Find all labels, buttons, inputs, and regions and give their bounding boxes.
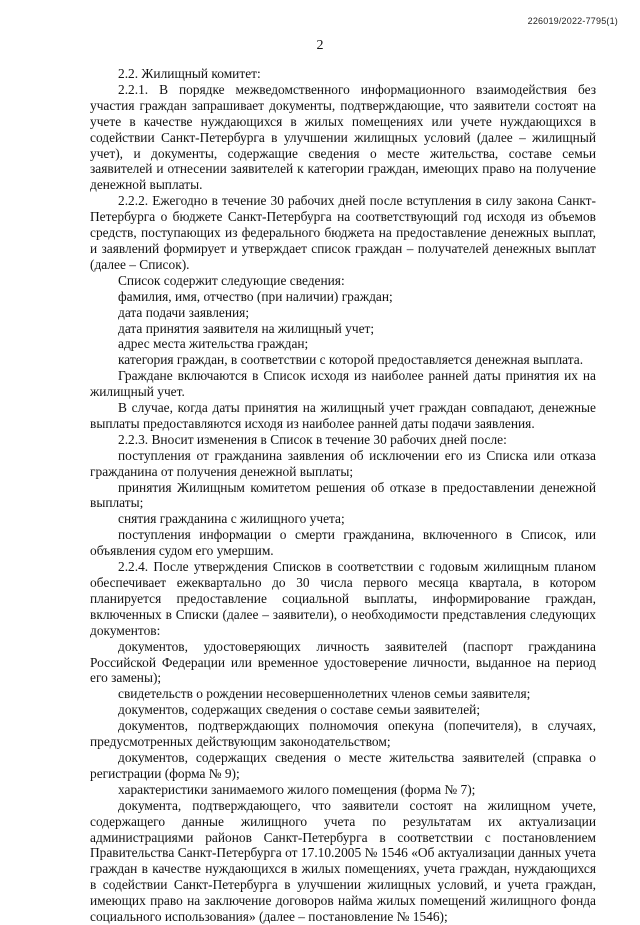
- paragraph: Граждане включаются в Список исходя из наиболее ранней даты принятия их на жилищный учет.: [90, 368, 596, 400]
- list-item: документов, содержащих сведения о составе семьи заявителей;: [118, 702, 481, 718]
- list-item: поступления информации о смерти гражданина, включенного в Список, или объявления судом его умершим.: [90, 527, 596, 559]
- list-item: документов, подтверждающих полномочия опекуна (попечителя), в случаях, предусмотренных действующим законодательством;: [90, 718, 596, 750]
- paragraph: 2.2.1. В порядке межведомственного информационного взаимодействия без участия граждан запрашивает документы, подтверждающие, что заявители состоят на учете в качестве нуждающихся в жилых помещениях или учете нуждающихся в содействии Санкт-Петербурга в улучшении жилищных условий (далее – жилищный учет), и документы, содержащие сведения о месте жительства, составе семьи заявителей и отнесении заявителей к категории граждан, имеющих право на получение денежной выплаты.: [90, 81, 596, 193]
- paragraph: 2.2.2. Ежегодно в течение 30 рабочих дней после вступления в силу закона Санкт-Петербурга о бюджете Санкт-Петербурга на соответствующий год исходя из объемов средств, поступающих из федерального бюджета на предоставление денежных выплат, и заявлений формирует и утверждает список граждан – получателей денежных выплат (далее – Список).: [90, 193, 596, 272]
- list-item: адрес места жительства граждан;: [118, 336, 309, 352]
- document-body: [90, 66, 596, 925]
- page-number: 2: [316, 38, 324, 53]
- list-item: документов, содержащих сведения о месте жительства заявителей (справка о регистрации (форма № 9);: [90, 749, 596, 781]
- list-item: снятия гражданина с жилищного учета;: [118, 511, 345, 527]
- section-heading: 2.2. Жилищный комитет:: [118, 66, 261, 81]
- paragraph: 2.2.4. После утверждения Списков в соответствии с годовым жилищным планом обеспечивает ежеквартально до 30 числа первого месяца квартала, в котором планируется предоставление социальной выплаты, информирование граждан, включенных в Списки (далее – заявители), о необходимости представления следующих документов:: [90, 559, 596, 638]
- list-item: дата подачи заявления;: [118, 304, 250, 320]
- list-item: документа, подтверждающего, что заявители состоят на жилищном учете, содержащего данные жилищного учета по результатам их актуализации администрациями районов Санкт-Петербурга в соответствии с постановлением Правительства Санкт-Петербурга от 17.10.2005 № 1546 «Об актуализации данных учета граждан в качестве нуждающихся в жилых помещениях, учета граждан, нуждающихся в содействии Санкт-Петербурга в улучшении жилищных условий, и учета граждан, имеющих право на заключение договоров найма жилых помещений жилищного фонда социального использования» (далее – постановление № 1546);: [90, 797, 596, 925]
- paragraph: 2.2.3. Вносит изменения в Список в течение 30 рабочих дней после:: [118, 431, 507, 447]
- list-item: свидетельств о рождении несовершеннолетних членов семьи заявителя;: [118, 686, 531, 702]
- paragraph: Список содержит следующие сведения:: [118, 272, 345, 288]
- list-item: категория граждан, в соответствии с которой предоставляется денежная выплата.: [118, 352, 584, 368]
- list-item: документов, удостоверяющих личность заявителей (паспорт гражданина Российской Федерации или временное удостоверение личности, выданное на период его замены);: [90, 638, 596, 686]
- list-item: поступления от гражданина заявления об исключении его из Списка или отказа гражданина от получения денежной выплаты;: [90, 447, 596, 479]
- list-item: принятия Жилищным комитетом решения об отказе в предоставлении денежной выплаты;: [90, 479, 596, 511]
- list-item: характеристики занимаемого жилого помещения (форма № 7);: [118, 781, 476, 797]
- list-item: фамилия, имя, отчество (при наличии) граждан;: [118, 288, 393, 304]
- list-item: дата принятия заявителя на жилищный учет;: [118, 320, 375, 336]
- paragraph: В случае, когда даты принятия на жилищный учет граждан совпадают, денежные выплаты предоставляются исходя из наиболее ранней даты подачи заявления.: [90, 400, 596, 431]
- document-number: 226019/2022-7795(1): [527, 16, 618, 26]
